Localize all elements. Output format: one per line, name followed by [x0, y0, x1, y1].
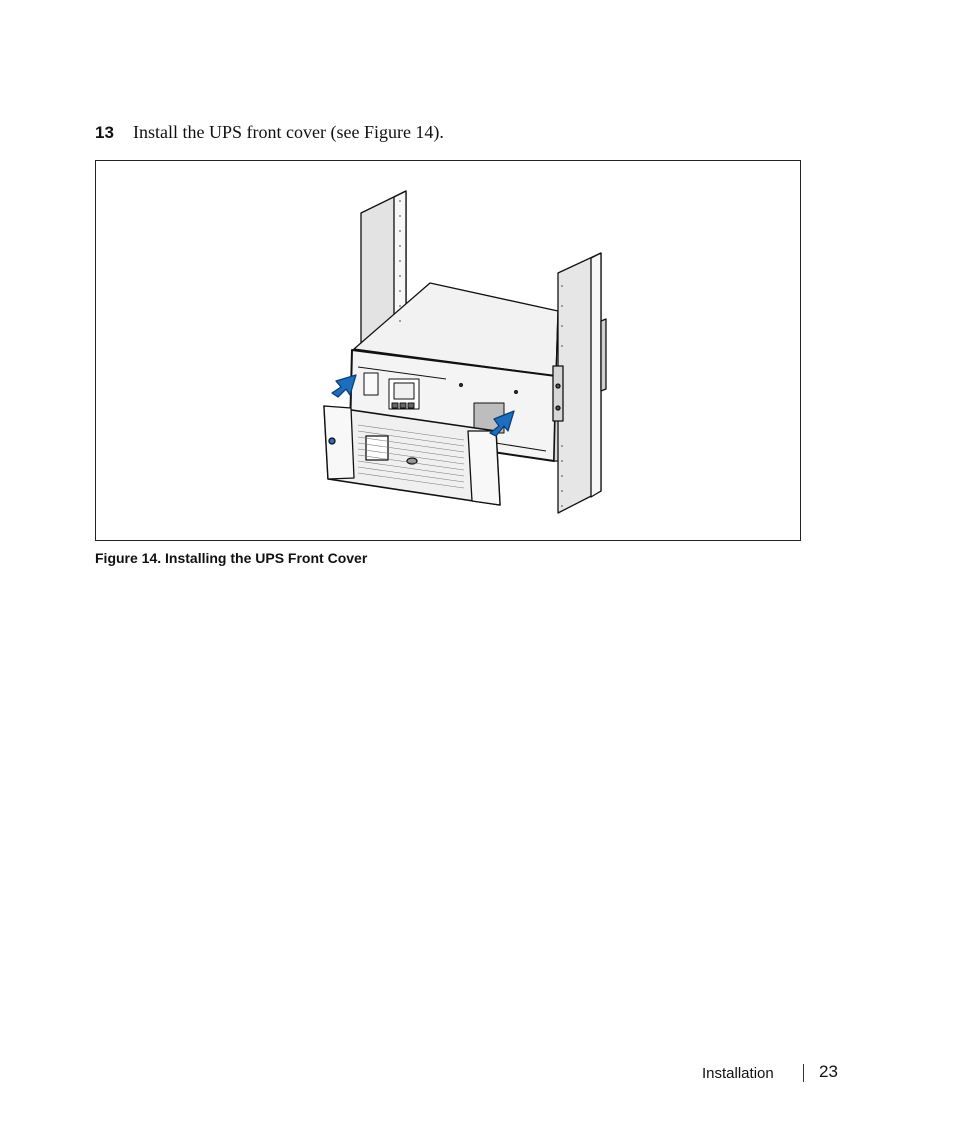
- step-13: [95, 122, 444, 143]
- footer-divider: [803, 1064, 804, 1082]
- ups-front-cover-illustration: [96, 161, 800, 540]
- step-number: 13: [95, 123, 114, 142]
- footer-section-name: Installation: [702, 1065, 774, 1082]
- figure-caption: Figure 14. Installing the UPS Front Cover: [95, 550, 368, 566]
- rail-bracket: [553, 366, 563, 421]
- footer-page-number: 23: [819, 1062, 838, 1081]
- right-rack-rail: [553, 253, 606, 513]
- step-text: Install the UPS front cover (see Figure 14).: [133, 122, 444, 142]
- figure-14-box: [95, 160, 801, 541]
